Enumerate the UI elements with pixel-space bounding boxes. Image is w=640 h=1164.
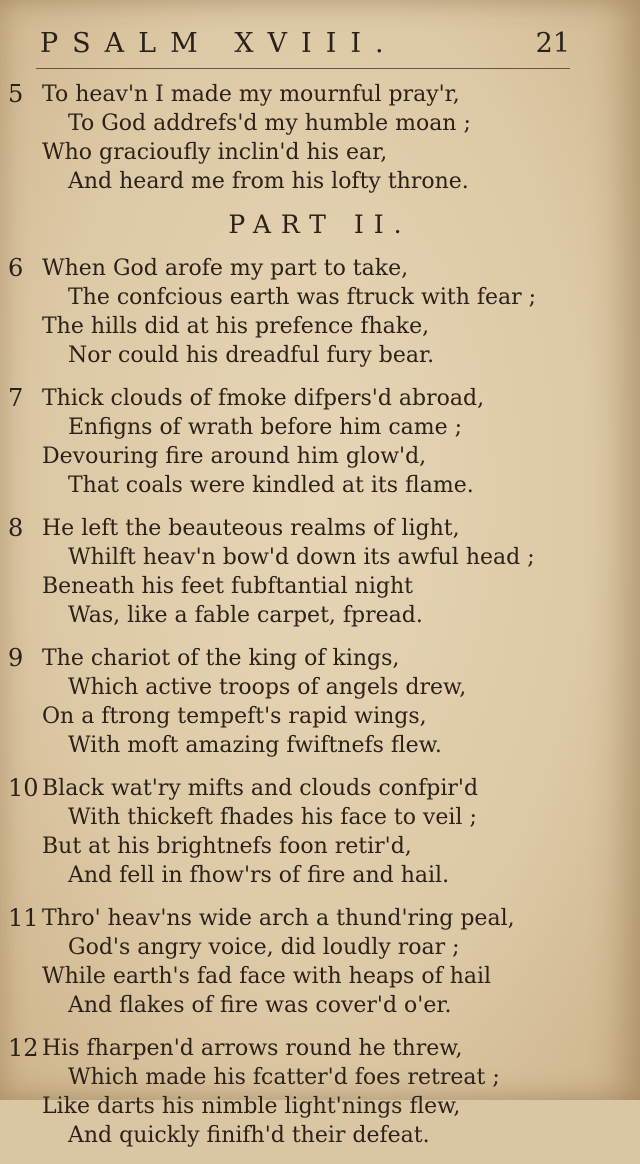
verse-number: 5 bbox=[8, 80, 24, 108]
verse-line bbox=[0, 254, 640, 283]
verse-line: Devouring fire around him glow'd, bbox=[42, 444, 427, 469]
verse-line bbox=[0, 384, 640, 413]
verse-number: 6 bbox=[8, 254, 24, 282]
verse-line: Who gracioufly inclin'd his ear, bbox=[42, 140, 388, 165]
verse-number: 8 bbox=[8, 514, 24, 542]
header-rule bbox=[36, 68, 570, 69]
verse-line: And flakes of fire was cover'd o'er. bbox=[68, 993, 452, 1018]
verse-line: And fell in fhow'rs of fire and hail. bbox=[68, 863, 450, 888]
page-number: 21 bbox=[535, 28, 570, 59]
verse-text: Black wat'ry mifts and clouds confpir'd bbox=[42, 776, 479, 801]
verse-text: His fharpen'd arrows round he threw, bbox=[42, 1036, 463, 1061]
verse-line: Beneath his feet fubftantial night bbox=[42, 574, 413, 599]
verse-line bbox=[0, 644, 640, 673]
verse-line: On a ftrong tempeft's rapid wings, bbox=[42, 704, 427, 729]
verse-line bbox=[0, 1034, 640, 1063]
verse-line: Was, like a fable carpet, fpread. bbox=[68, 603, 423, 628]
stanza bbox=[0, 774, 640, 890]
verse-line: While earth's fad face with heaps of hail bbox=[42, 964, 492, 989]
verse-line: The hills did at his prefence fhake, bbox=[42, 314, 430, 339]
verse-number: 11 bbox=[8, 904, 39, 932]
verse-text: The chariot of the king of kings, bbox=[42, 646, 400, 671]
verse-line bbox=[0, 904, 640, 933]
verse-line: That coals were kindled at its flame. bbox=[68, 473, 474, 498]
verse-text: He left the beauteous realms of light, bbox=[42, 516, 460, 541]
verse-number: 10 bbox=[8, 774, 39, 802]
verse-line bbox=[0, 774, 640, 803]
verse-line: Which active troops of angels drew, bbox=[68, 675, 467, 700]
stanza bbox=[0, 644, 640, 760]
verse-line bbox=[0, 80, 640, 109]
stanza bbox=[0, 384, 640, 500]
stanza bbox=[0, 1034, 640, 1150]
verse-line: And heard me from his lofty throne. bbox=[68, 169, 469, 194]
stanza bbox=[0, 514, 640, 630]
verse-line: And quickly finifh'd their defeat. bbox=[68, 1123, 430, 1148]
verse-line: The confcious earth was ftruck with fear ; bbox=[68, 285, 537, 310]
verse-text: To heav'n I made my mournful pray'r, bbox=[42, 82, 460, 107]
header-title: PSALM XVIII. bbox=[40, 28, 398, 59]
verse-line bbox=[0, 514, 640, 543]
verse-line: Enfigns of wrath before him came ; bbox=[68, 415, 463, 440]
verse-line: To God addrefs'd my humble moan ; bbox=[68, 111, 471, 136]
verse-line: God's angry voice, did loudly roar ; bbox=[68, 935, 460, 960]
part-heading: PART II. bbox=[228, 210, 412, 239]
verse-number: 12 bbox=[8, 1034, 39, 1062]
verse-line: But at his brightnefs foon retir'd, bbox=[42, 834, 412, 859]
verse-line: Like darts his nimble light'nings flew, bbox=[42, 1094, 461, 1119]
verse-line: With thickeft fhades his face to veil ; bbox=[68, 805, 477, 830]
stanza bbox=[0, 904, 640, 1020]
verse-number: 9 bbox=[8, 644, 24, 672]
verse-number: 7 bbox=[8, 384, 24, 412]
verse-text: Thro' heav'ns wide arch a thund'ring peal, bbox=[42, 906, 515, 931]
stanza bbox=[0, 80, 640, 196]
stanza bbox=[0, 254, 640, 370]
verses bbox=[0, 80, 640, 1164]
running-header bbox=[40, 28, 570, 59]
verse-line: Nor could his dreadful fury bear. bbox=[68, 343, 435, 368]
verse-line: Whilft heav'n bow'd down its awful head ; bbox=[68, 545, 535, 570]
verse-text: Thick clouds of fmoke difpers'd abroad, bbox=[42, 386, 485, 411]
verse-line: With moft amazing fwiftnefs flew. bbox=[68, 733, 442, 758]
verse-text: When God arofe my part to take, bbox=[42, 256, 409, 281]
verse-line: Which made his fcatter'd foes retreat ; bbox=[68, 1065, 500, 1090]
